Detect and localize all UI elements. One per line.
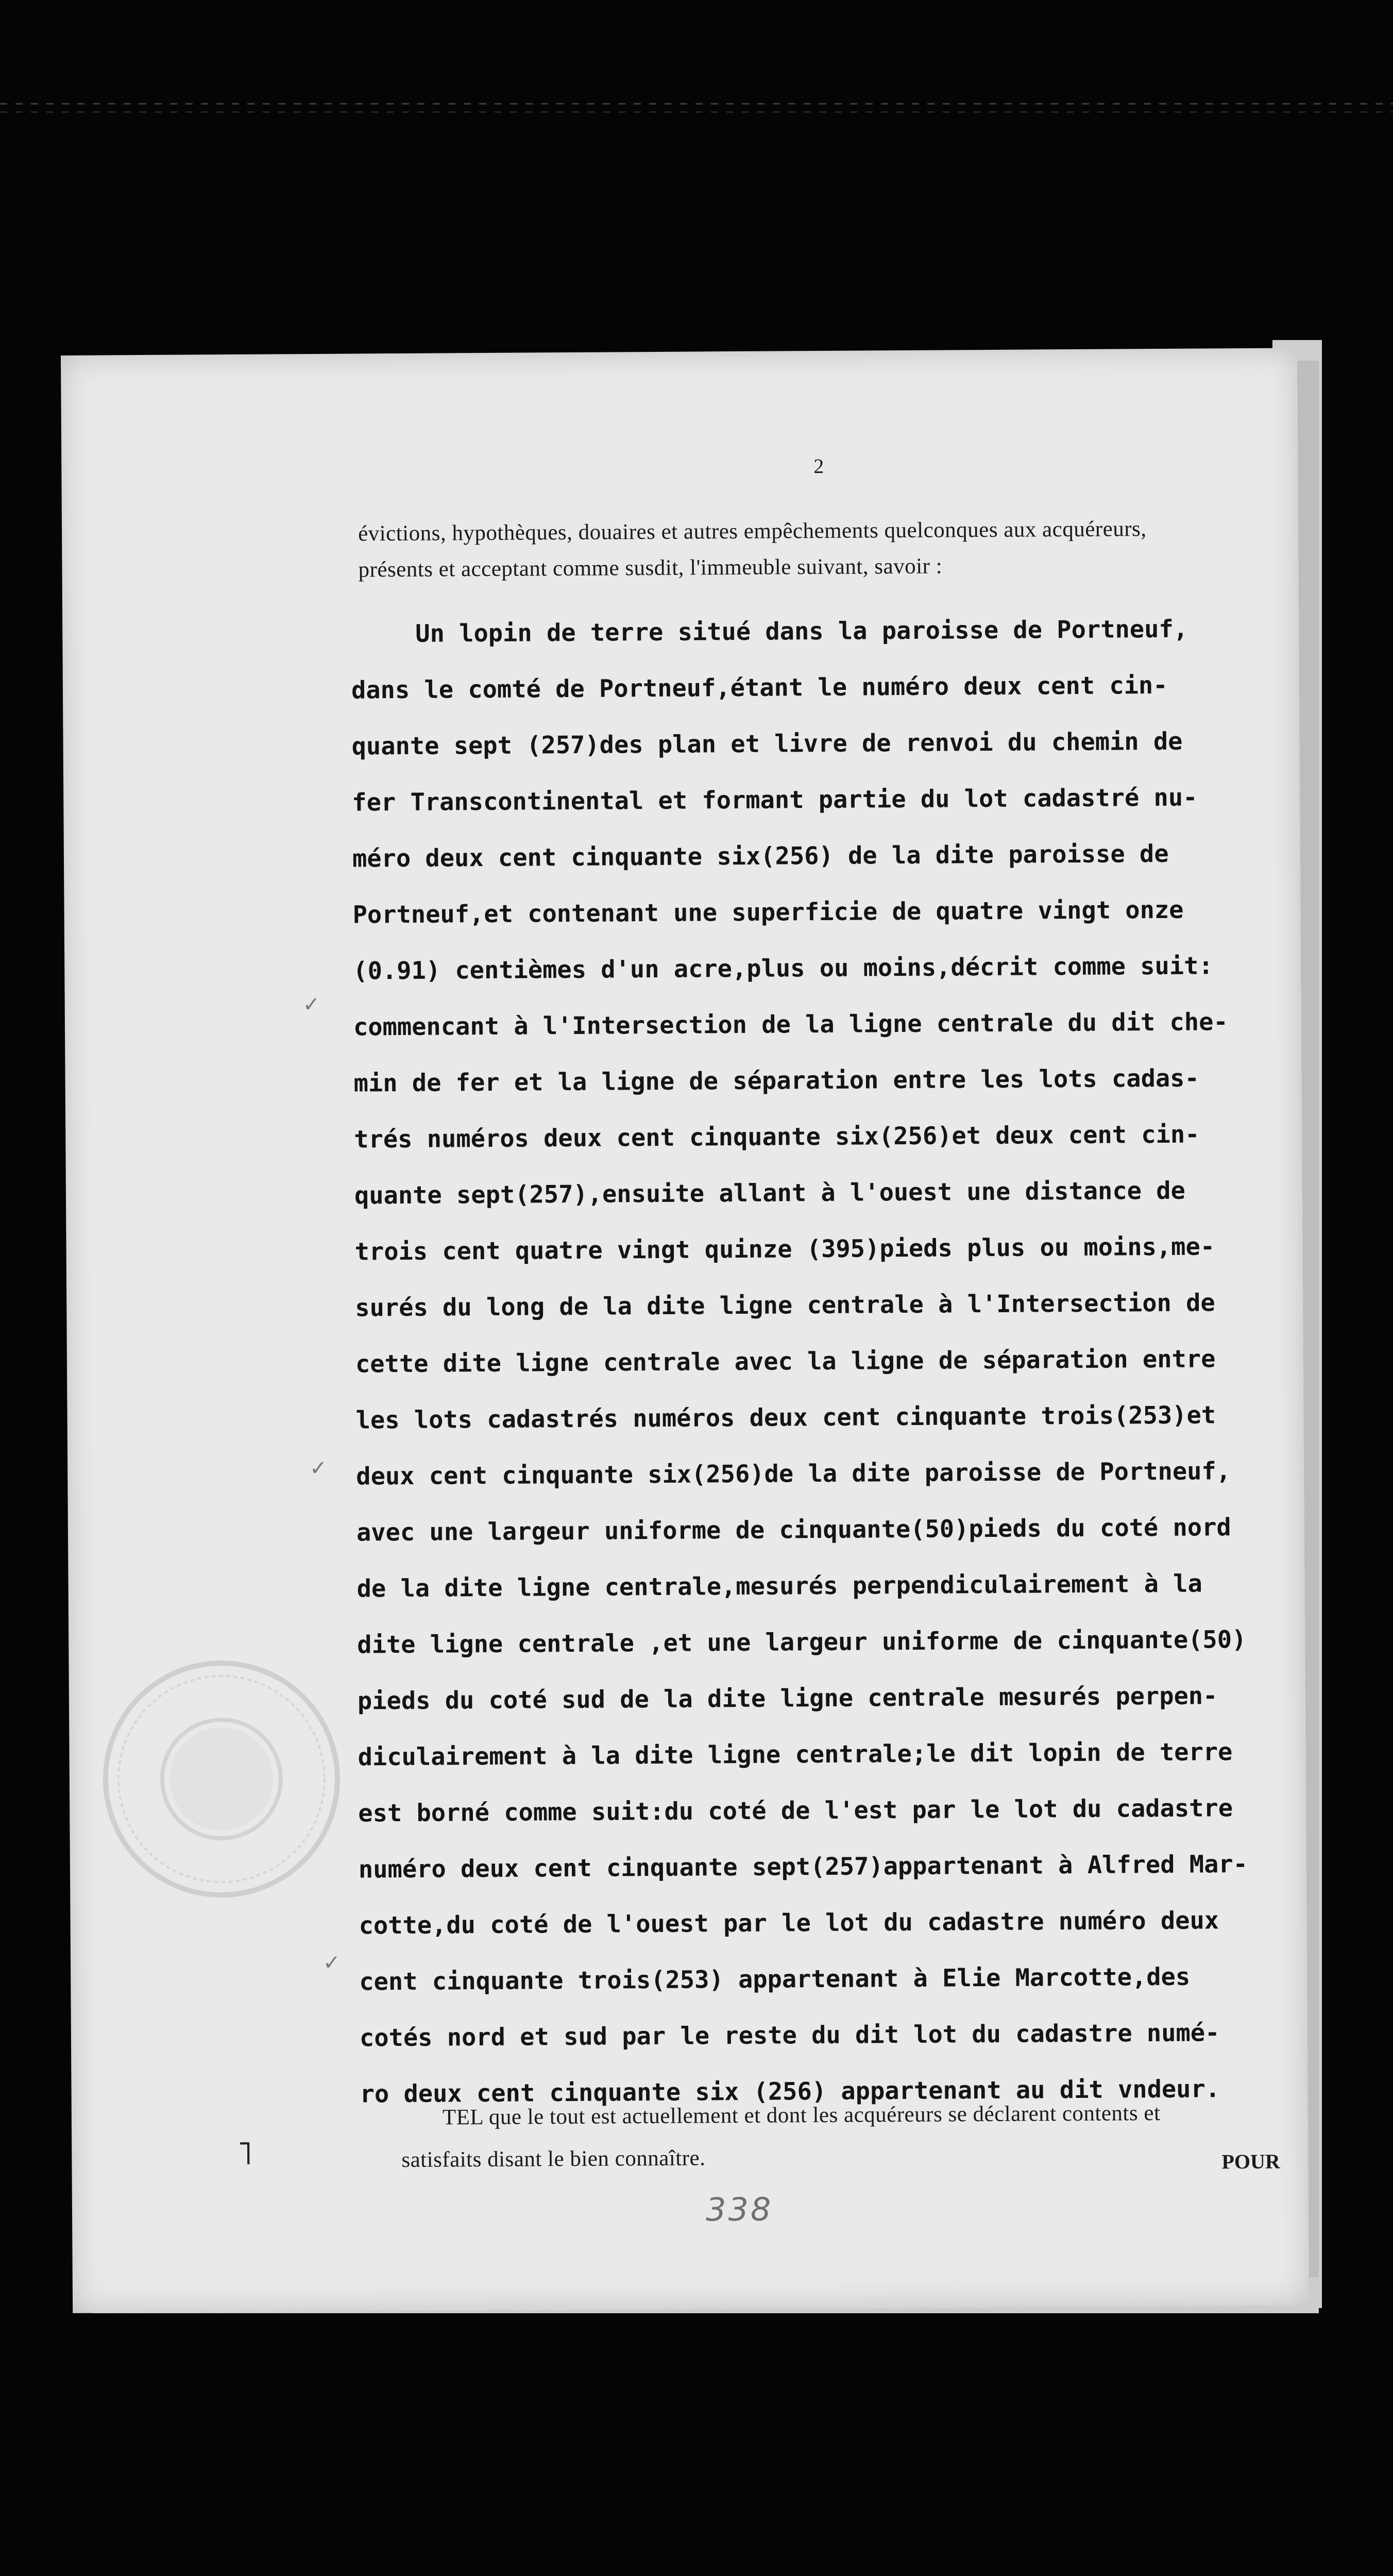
typed-line: ro deux cent cinquante six (256) appartenant au dit vndeur. xyxy=(360,2075,1220,2109)
margin-tick-mark: ✓ xyxy=(310,1456,327,1481)
typed-line: est borné comme suit:du coté de l'est par le lot du cadastre xyxy=(358,1794,1233,1828)
typed-line: cotés nord et sud par le reste du dit lot du cadastre numé- xyxy=(359,2019,1220,2053)
typed-line: surés du long de la dite ligne centrale à l'Intersection de xyxy=(355,1289,1215,1323)
typed-line: de la dite ligne centrale,mesurés perpendiculairement à la xyxy=(356,1569,1202,1603)
typed-line: avec une largeur uniforme de cinquante(50)pieds du coté nord xyxy=(356,1513,1231,1547)
typed-line: trois cent quatre vingt quinze (395)pieds plus ou moins,me- xyxy=(354,1232,1215,1266)
typed-line: les lots cadastrés numéros deux cent cinquante trois(253)et xyxy=(355,1401,1216,1435)
typed-line: dans le comté de Portneuf,étant le numéro deux cent cin- xyxy=(351,671,1168,705)
typed-line: méro deux cent cinquante six(256) de la dite paroisse de xyxy=(352,839,1169,873)
typed-line: Un lopin de terre situé dans la paroisse de Portneuf, xyxy=(415,615,1188,648)
scan-noise-line xyxy=(0,103,1393,105)
typed-line: (0.91) centièmes d'un acre,plus ou moins,décrit comme suit: xyxy=(353,952,1213,986)
typed-line: quante sept (257)des plan et livre de renvoi du chemin de xyxy=(351,727,1183,761)
intro-line: évictions, hypothèques, douaires et autres empêchements quelconques aux acquéreurs, xyxy=(358,517,1147,546)
margin-bracket-mark: ˥ xyxy=(236,2134,253,2173)
closing-line: TEL que le tout est actuellement et dont les acquéreurs se déclarent contents et xyxy=(442,2101,1161,2130)
catchword: POUR xyxy=(1221,2149,1280,2174)
scan-noise-line xyxy=(0,111,1393,113)
typed-line: diculairement à la dite ligne centrale;le dit lopin de terre xyxy=(358,1738,1233,1772)
closing-line: satisfaits disant le bien connaître. xyxy=(401,2146,706,2173)
typed-line: cent cinquante trois(253) appartenant à Elie Marcotte,des xyxy=(359,1962,1191,1996)
typed-line: numéro deux cent cinquante sept(257)appartenant à Alfred Mar- xyxy=(358,1850,1248,1884)
typed-line: deux cent cinquante six(256)de la dite paroisse de Portneuf, xyxy=(356,1457,1231,1491)
typed-line: cotte,du coté de l'ouest par le lot du cadastre numéro deux xyxy=(359,1906,1219,1940)
intro-line: présents et acceptant comme susdit, l'immeuble suivant, savoir : xyxy=(358,554,943,582)
document-page xyxy=(61,348,1309,2313)
typed-line: cette dite ligne centrale avec la ligne de séparation entre xyxy=(355,1345,1216,1379)
typed-line: min de fer et la ligne de séparation entre les lots cadas- xyxy=(353,1064,1199,1098)
property-description xyxy=(351,601,1249,2122)
typed-line: dite ligne centrale ,et une largeur uniforme de cinquante(50) xyxy=(357,1625,1247,1659)
margin-tick-mark: ✓ xyxy=(322,1951,341,1975)
typed-line: Portneuf,et contenant une superficie de quatre vingt onze xyxy=(352,895,1184,929)
typed-line: fer Transcontinental et formant partie du lot cadastré nu- xyxy=(352,783,1198,817)
typed-line: trés numéros deux cent cinquante six(256)et deux cent cin- xyxy=(354,1120,1200,1154)
typed-line: commencant à l'Intersection de la ligne centrale du dit che- xyxy=(353,1008,1228,1042)
typed-line: pieds du coté sud de la dite ligne centrale mesurés perpen- xyxy=(357,1682,1218,1716)
margin-tick-mark: ✓ xyxy=(302,992,320,1017)
page-number: 2 xyxy=(813,454,824,478)
typed-line: quante sept(257),ensuite allant à l'ouest une distance de xyxy=(354,1176,1186,1210)
embossed-seal xyxy=(99,1657,343,1901)
handwritten-folio-number: 338 xyxy=(705,2190,773,2229)
